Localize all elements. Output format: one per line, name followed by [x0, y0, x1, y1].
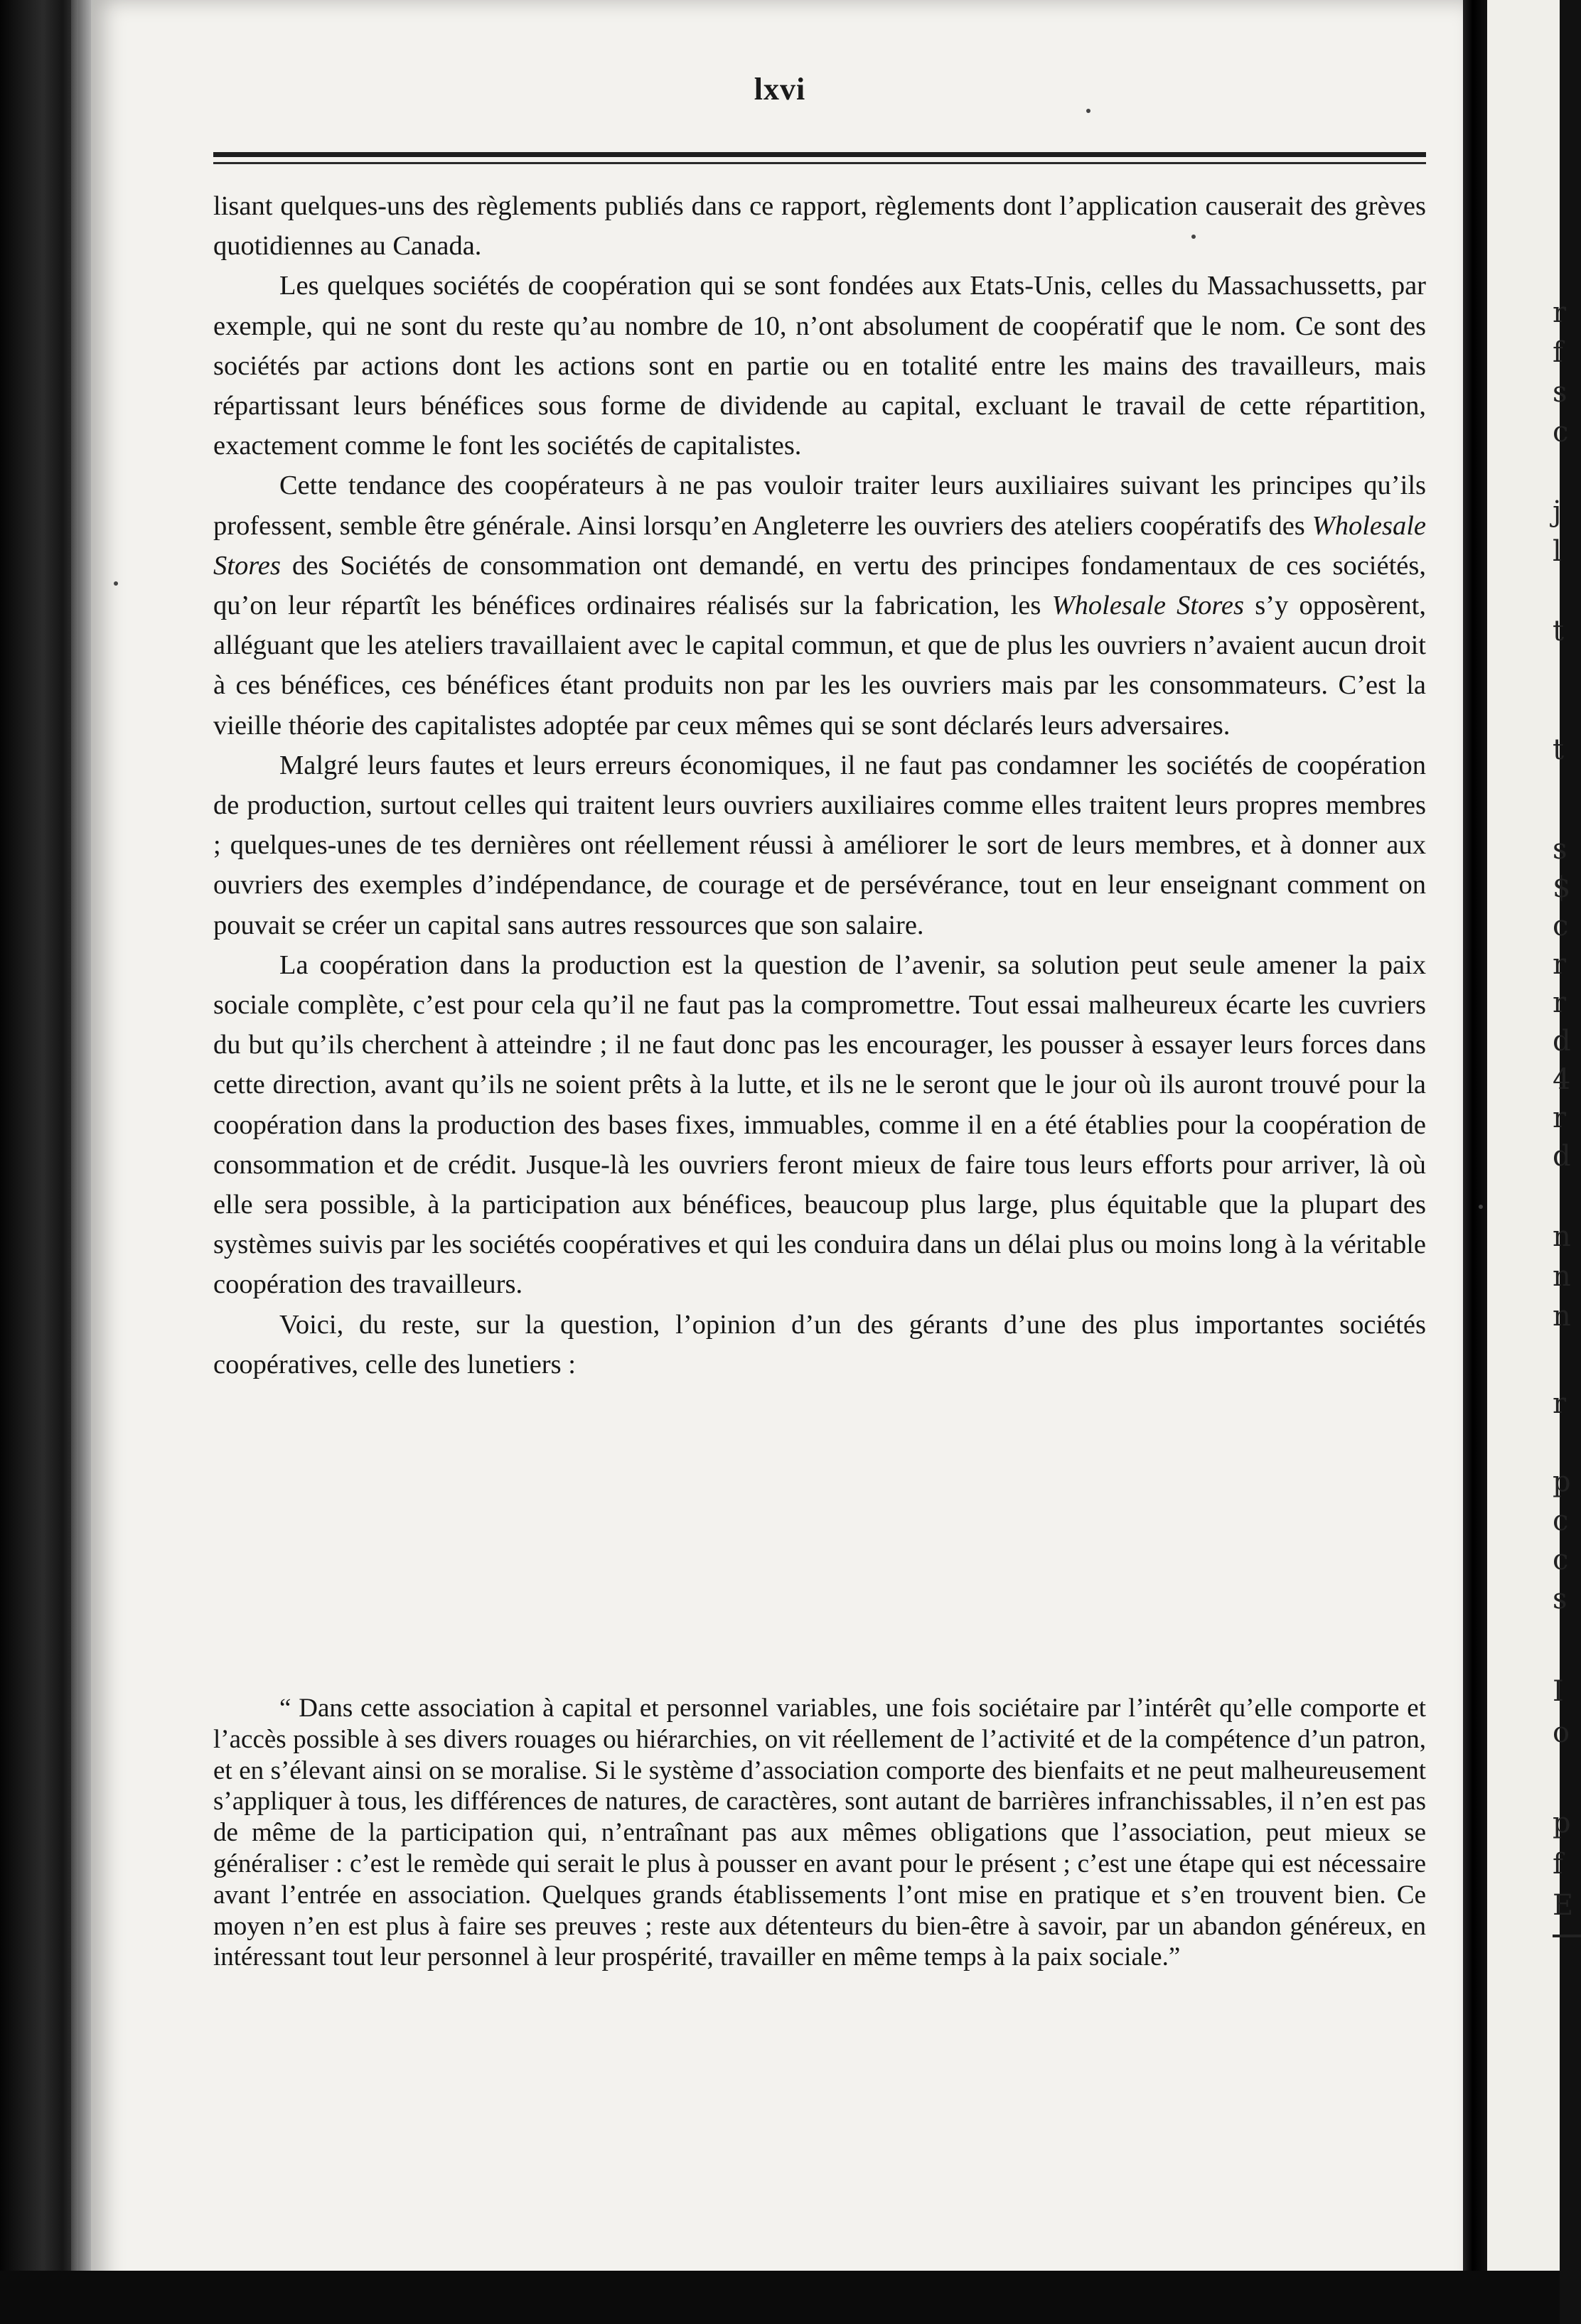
facing-letter: s — [1553, 833, 1567, 866]
print-speck — [114, 581, 118, 586]
facing-letter: d — [1553, 1025, 1571, 1058]
header-rule-thick — [213, 152, 1426, 157]
facing-letter: s — [1553, 376, 1567, 409]
facing-letter: l — [1553, 535, 1562, 568]
facing-letter: f — [1553, 336, 1563, 369]
print-speck — [1479, 1205, 1483, 1209]
facing-letter: f — [1553, 1848, 1563, 1881]
facing-letter: r — [1553, 986, 1567, 1019]
facing-letter: n — [1553, 1300, 1571, 1333]
facing-letter: r — [1553, 1102, 1567, 1134]
emphasis-text: Wholesale Stores — [1051, 591, 1244, 621]
facing-rule — [1553, 1935, 1581, 1937]
facing-letter: c — [1553, 1544, 1569, 1576]
facing-letter: t — [1553, 733, 1565, 766]
facing-letter: r — [1553, 296, 1567, 329]
facing-letter: r — [1553, 1387, 1567, 1420]
facing-letter: n — [1553, 1260, 1571, 1293]
paragraph-text: des Sociétés de consommation ont demandé, en vertu des principes fondamentaux de ces sociétés, qu’on leur répartît les bénéfices ordinaires réalisés sur la fabrication, les — [213, 550, 1426, 621]
book-spine — [1463, 0, 1487, 2324]
facing-letter: $ — [1553, 871, 1571, 904]
facing-letter: d — [1553, 1140, 1571, 1173]
paragraph: Malgré leurs fautes et leurs erreurs économiques, il ne faut pas condamner les sociétés de coopération de production, surtout celles qui traitent leurs ouvriers auxiliaires comme elles traitent leurs propres membres ; quelques-unes de tes dernières ont réellement réussi à améliorer le sort de leurs membres, et à donner aux ouvriers des exemples d’indépendance, de courage et de persévérance, tout en leur enseignant comment on pouvait se créer un capital sans autres ressources que son salaire. — [213, 750, 1426, 940]
facing-letter: n — [1553, 1220, 1571, 1253]
paragraph: Voici, du reste, sur la question, l’opinion d’un des gérants d’une des plus importantes sociétés coopératives, celle des lunetiers : — [213, 1309, 1426, 1379]
left-binding-shadow — [0, 0, 78, 2324]
print-speck — [1191, 235, 1196, 239]
paragraph-text: s’y opposèrent, alléguant que les ateliers travaillaient avec le capital commun, et que de plus les ouvriers n’avaient aucun droit à ces bénéfices, ces bénéfices étant produits non par les les ouvriers mais par les consommateurs. C’est la vieille théorie des capitalistes adoptée par ceux mêmes qui se sont déclarés leurs adversaires. — [213, 591, 1426, 741]
header-rule-thin — [213, 162, 1426, 164]
facing-letter: c — [1553, 1505, 1569, 1537]
facing-letter: s — [1553, 1583, 1567, 1615]
emphasis-text: Wholesale Stores — [213, 510, 1426, 581]
facing-page-fragment — [1487, 0, 1574, 2324]
paragraph-continued: lisant quelques-uns des règlements publiés dans ce rapport, règlements dont l’application causerait des grèves quotidiennes au Canada. — [213, 191, 1426, 262]
facing-letter: p — [1553, 1465, 1571, 1498]
facing-letter: t — [1553, 615, 1565, 647]
body-text — [213, 186, 1426, 1384]
print-speck — [1086, 109, 1090, 113]
paragraph-text: Cette tendance des coopérateurs à ne pas vouloir traiter leurs auxiliaires suivant les principes qu’ils professent, semble être générale. Ainsi lorsqu’en Angleterre les ouvriers des ateliers coopératifs des — [213, 470, 1426, 541]
page-number: lxvi — [754, 72, 806, 107]
facing-letter: E — [1553, 1889, 1574, 1922]
facing-letter: 4 — [1553, 1063, 1571, 1096]
facing-letter: o — [1553, 1716, 1570, 1749]
paragraph: Les quelques sociétés de coopération qui se sont fondées aux Etats-Unis, celles du Massachussetts, par exemple, qui ne sont du reste qu’au nombre de 10, n’ont absolument de coopératif que le nom. Ce sont des sociétés par actions dont les actions sont en partie ou en totalité entre les mains des travailleurs, mais répartissant leurs bénéfices sous forme de dividende au capital, excluant le travail de cette répartition, exactement comme le font les sociétés de capitalistes. — [213, 271, 1426, 461]
block-quote: “ Dans cette association à capital et personnel variables, une fois sociétaire par l’intérêt qu’elle comporte et l’accès possible à ses divers rouages ou hiérarchies, on vit réellement de l’activité et de la compétence d’un patron, et en s’élevant ainsi on se moralise. Si le système d’association comporte des bienfaits et ne peut malheureusement s’appliquer à tous, les différences de natures, de caractères, sont autant de barrières infranchissables, il n’en est pas de même de la participation qui, n’entraînant pas aux mêmes obligations que l’association, peut mieux se généraliser : c’est le remède qui serait le plus à pousser en avant pour le présent ; c’est une étape qui est nécessaire avant l’entrée en association. Quelques grands établissements l’ont mise en pratique et s’en trouvent bien. Ce moyen n’en est plus à faire ses preuves ; reste aux détenteurs du bien-être à savoir, par un abandon généreux, en intéressant tout leur personnel à leur prospérité, travailler en même temps à la paix sociale.” — [213, 1694, 1426, 1972]
facing-letter: c — [1553, 416, 1569, 448]
paragraph: La coopération dans la production est la question de l’avenir, sa solution peut seule amener la paix sociale complète, c’est pour cela qu’il ne faut pas la compromettre. Tout essai malheureux écarte les cuvriers du but qu’ils cherchent à atteindre ; il ne faut donc pas les encourager, les pousser à essayer leurs forces dans cette direction, avant qu’ils ne soient prêts à la lutte, et ils ne le seront que le jour où ils auront trouvé pour la coopération dans la production des bases fixes, immuables, comme il en a été établies pour la coopération de consommation et de crédit. Jusque-là les ouvriers feront mieux de faire tous leurs efforts pour arriver, là où elle sera possible, à la participation aux bénéfices, beaucoup plus large, plus équitable que la plupart des systèmes suivis par les sociétés coopératives et qui les conduira dans un délai plus ou moins long à la véritable coopération des travailleurs. — [213, 949, 1426, 1300]
facing-letter: r — [1553, 948, 1567, 981]
facing-letter: p — [1553, 1807, 1571, 1839]
facing-letter: c — [1553, 910, 1569, 942]
facing-letter: I — [1553, 1675, 1564, 1708]
left-page-edge — [71, 0, 92, 2324]
scan-bottom-edge — [0, 2271, 1560, 2324]
paragraph — [213, 466, 1426, 745]
facing-letter: j — [1553, 495, 1562, 528]
